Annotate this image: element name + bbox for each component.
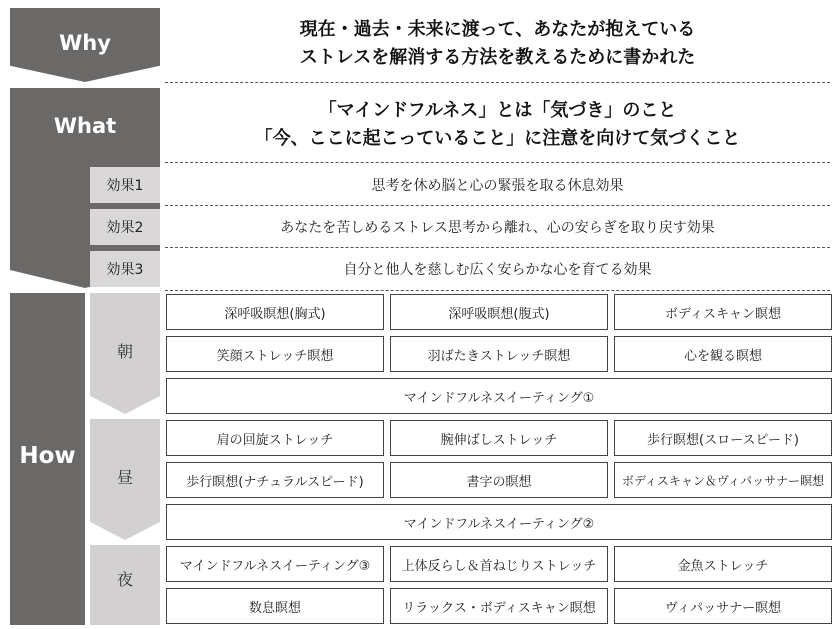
how-label: How [19,443,76,469]
morning-item-2: 深呼吸瞑想(腹式) [390,294,608,330]
noon-wide-item: マインドフルネスイーティング② [166,504,832,540]
divider [165,82,830,83]
morning-item-6: 心を観る瞑想 [614,336,832,372]
what-line-2: 「今、ここに起こっていること」に注意を向けて気づくこと [254,128,741,149]
noon-item-4: 歩行瞑想(ナチュラルスピード) [166,462,384,498]
why-line-2: ストレスを解消する方法を教えるために書かれた [299,47,696,68]
noon-item-6: ボディスキャン＆ヴィパッサナー瞑想 [614,462,832,498]
noon-label: 昼 [116,467,133,487]
morning-item-3: ボディスキャン瞑想 [614,294,832,330]
divider [165,162,830,163]
effect-text-3: 自分と他人を慈しむ広く安らかな心を育てる効果 [343,262,652,278]
morning-item-5: 羽ばたきストレッチ瞑想 [390,336,608,372]
night-label: 夜 [116,569,133,589]
noon-item-1: 肩の回旋ストレッチ [166,420,384,456]
what-label: What [53,114,117,138]
noon-item-2: 腕伸ばしストレッチ [390,420,608,456]
why-headline [165,10,830,78]
divider [165,290,830,291]
morning-item-1: 深呼吸瞑想(胸式) [166,294,384,330]
effect-tag-3: 効果3 [90,251,160,287]
night-item-6: ヴィパッサナー瞑想 [614,588,832,624]
noon-item-3: 歩行瞑想(スロースピード) [614,420,832,456]
night-item-4: 数息瞑想 [166,588,384,624]
night-item-5: リラックス・ボディスキャン瞑想 [390,588,608,624]
effect-tag-1: 効果1 [90,167,160,203]
what-line-1: 「マインドフルネス」とは「気づき」のこと [318,100,677,121]
night-item-1: マインドフルネスイーティング③ [166,546,384,582]
night-item-3: 金魚ストレッチ [614,546,832,582]
night-item-2: 上体反らし＆首ねじりストレッチ [390,546,608,582]
morning-item-4: 笑顔ストレッチ瞑想 [166,336,384,372]
what-headline [165,92,830,158]
divider [165,247,830,248]
morning-label: 朝 [116,341,133,361]
divider [165,205,830,206]
effect-text-1: 思考を休め脳と心の緊張を取る休息効果 [371,178,624,194]
effect-text-2: あなたを苦しめるストレス思考から離れ、心の安らぎを取り戻す効果 [280,220,715,236]
why-line-1: 現在・過去・未来に渡って、あなたが抱えている [299,19,696,40]
morning-wide-item: マインドフルネスイーティング① [166,378,832,414]
noon-item-5: 書字の瞑想 [390,462,608,498]
why-label: Why [59,31,111,55]
effect-tag-2: 効果2 [90,209,160,245]
